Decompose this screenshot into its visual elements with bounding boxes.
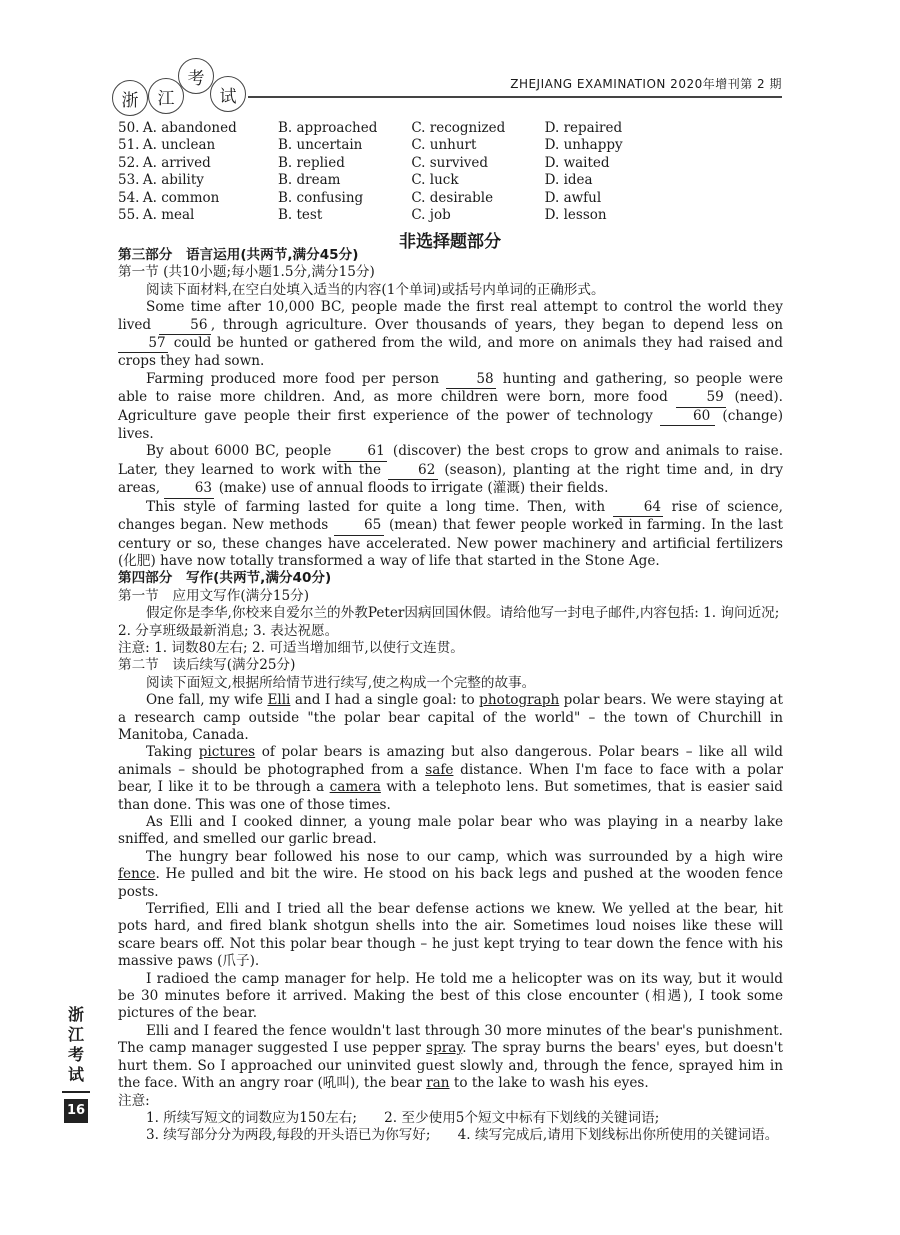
exam-content [118,247,783,1145]
passage-text: This style of farming lasted for quite a long time. Then, with [146,498,606,515]
question-number: 54. [118,189,140,206]
key-word: fence [118,866,156,883]
option-a: A. meal [142,207,195,224]
part4-section2: 第二节 读后续写(满分25分) [118,657,296,674]
story-paragraph: I radioed the camp manager for help. He told me a helicopter was on its way, but it would be 30 minutes before it arrived. Making the best of this close encounter (相遇), I took some pictures of the bear. [118,970,783,1022]
blank-63: 63 [164,480,214,498]
part4-section2-instructions: 阅读下面短文,根据所给情节进行续写,使之构成一个完整的故事。 [146,674,536,691]
side-tab [58,1005,94,1123]
part4-heading: 第四部分 写作(共两节,满分40分) [118,570,332,587]
option-c: C. unhurt [411,137,477,154]
story-text: distance. When I'm face to face with a polar bear, I like it to be through a [118,761,784,796]
option-b: B. confusing [278,189,364,206]
story-text: . The spray burns the bears' eyes, but doesn't hurt them. So I approached our uninvited guest slowly and, through the fence, sprayed him in the face. With an angry roar (吼叫), the bear [118,1040,784,1092]
key-word: Elli [267,692,291,709]
side-label: 浙江考试 [67,1005,84,1084]
magazine-logo [112,60,252,120]
passage-text: Farming produced more food per person [146,370,440,387]
story-text: . He pulled and bit the wire. He stood on his back legs and pushed at the wooden fence posts. [118,866,783,900]
question-number: 50. [118,120,140,136]
blank-64: 64 [613,499,663,517]
passage-text: Some time after 10,000 BC, people made the first real attempt to control the world they lived [118,299,783,333]
option-a: A. arrived [142,154,211,171]
option-b: B. dream [278,172,341,189]
section-title: 非选择题部分 [399,232,501,252]
key-word: ran [426,1075,450,1092]
story-text: polar bears. We were staying at a research camp outside "the polar bear capital of the world" – the town of Churchill in Manitoba, Canada. [118,692,784,743]
header-divider [248,96,782,98]
blank-65: 65 [334,517,384,535]
passage-paragraph [118,443,783,498]
key-word: pictures [198,744,256,761]
story-paragraph: As Elli and I cooked dinner, a young male polar bear who was playing in a nearby lake sniffed, and smelled our garlic bread. [118,814,783,848]
passage-text: (mean) that fewer people worked in farming. In the last century or so, these changes have accelerated. New power machinery and artificial fertilizers (化肥) have now totally transformed a way of life that started in the Stone Age. [118,517,783,569]
side-divider [62,1091,90,1093]
passage-text: hunting and gathering, so people were able to raise more children. And, as more children were born, more food [118,370,783,406]
option-c: C. desirable [411,189,494,206]
option-row [118,137,678,154]
part4-section1-note: 注意: 1. 词数80左右; 2. 可适当增加细节,以使行文连贯。 [118,639,464,656]
option-b: B. test [278,207,323,224]
passage-text: (change) lives. [118,407,784,443]
passage-text: By about 6000 BC, people [146,443,332,460]
part4-section1: 第一节 应用文写作(满分15分) [118,587,310,604]
story-text: Taking [146,744,193,761]
option-row [118,207,678,224]
part3-subheading: 第一节 (共10小题;每小题1.5分,满分15分) [118,264,375,281]
key-word: safe [425,761,454,778]
key-word: photograph [479,692,560,709]
option-row [118,172,678,189]
story-text: of polar bears is amazing but also dangerous. Polar bears – like all wild animals – should be photographed from a [118,744,783,778]
key-word: spray [426,1040,463,1057]
passage-paragraph [118,371,783,444]
story-text: and I had a single goal: to [294,692,475,709]
passage-text: (season), planting at the right time and, in dry areas, [118,461,784,497]
part3-heading: 第三部分 语言运用(共两节,满分45分) [118,247,359,263]
story-text: Elli and I feared the fence wouldn't last through 30 more minutes of the bear's punishment. The camp manager suggested I use pepper [118,1022,783,1057]
option-a: A. ability [142,172,204,189]
blank-62: 62 [388,462,438,480]
story-paragraph [118,1023,783,1093]
notes-line: 3. 续写部分分为两段,每段的开头语已为你写好; 4. 续写完成后,请用下划线标出你所使用的关键词语。 [146,1127,779,1144]
option-c: C. survived [411,154,489,171]
option-d: D. idea [544,172,593,189]
journal-title: ZHEJIANG EXAMINATION 2020年增刊第 2 期 [510,77,782,91]
story-text: The hungry bear followed his nose to our camp, which was surrounded by a high wire [146,848,783,865]
question-number: 55. [118,207,140,224]
blank-59: 59 [676,389,726,407]
story-paragraph: Terrified, Elli and I tried all the bear defense actions we knew. We yelled at the bear, hit pots hard, and fired blank shotgun shells into the air. Sometimes loud noises like these will scare bears off. Not this polar bear though – he just kept trying to tear down the fence with his massive paws (爪子). [118,901,783,970]
blank-57: 57 [118,335,168,353]
passage-paragraph [118,499,783,571]
option-c: C. job [411,207,451,224]
part3-instructions: 阅读下面材料,在空白处填入适当的内容(1个单词)或括号内单词的正确形式。 [146,281,605,298]
passage-paragraph [118,299,783,371]
option-b: B. approached [278,120,378,136]
option-b: B. uncertain [278,137,363,154]
option-d: D. waited [544,154,610,171]
page-number: 16 [64,1099,88,1123]
logo-char: 试 [210,76,246,112]
story-text: to the lake to wash his eyes. [453,1075,649,1092]
option-a: A. common [142,189,220,206]
question-number: 52. [118,154,140,171]
option-d: D. lesson [544,207,607,224]
option-row [118,120,678,137]
blank-58: 58 [446,371,496,389]
option-c: C. recognized [411,120,506,136]
passage-text: could be hunted or gathered from the wild, and more on animals they had raised and crops they had sown. [118,335,783,370]
part4-section1-task: 假定你是李华,你校来自爱尔兰的外教Peter因病回国休假。请给他写一封电子邮件,内容包括: 1. 询问近况; 2. 分享班级最新消息; 3. 表达祝愿。 [118,605,780,639]
option-d: D. repaired [544,120,623,136]
key-word: camera [329,779,381,796]
logo-char: 考 [178,58,214,94]
passage-text: (make) use of annual floods to irrigate (灌溉) their fields. [218,480,609,497]
story-text: with a telephoto lens. But sometimes, that is easier said than done. This was one of those times. [118,779,783,813]
option-c: C. luck [411,172,459,189]
passage-text: (need). Agriculture gave people their first experience of the power of technology [118,389,783,424]
option-a: A. unclean [142,137,216,154]
blank-60: 60 [660,408,715,426]
logo-char: 江 [148,78,184,114]
answer-options [118,120,678,224]
option-row [118,155,678,172]
passage-text: , through agriculture. Over thousands of years, they began to depend less on [210,316,783,333]
option-b: B. replied [278,154,345,171]
story-paragraph [118,692,783,744]
story-paragraph [118,744,783,814]
question-number: 53. [118,172,140,189]
question-number: 51. [118,137,140,154]
passage-text: rise of science, changes began. New methods [118,498,784,534]
option-row [118,190,678,207]
option-d: D. unhappy [544,137,623,154]
blank-61: 61 [337,443,387,461]
logo-char: 浙 [112,80,148,116]
notes-line: 1. 所续写短文的词数应为150左右; 2. 至少使用5个短文中标有下划线的关键词语; [146,1109,660,1126]
option-d: D. awful [544,189,602,206]
notes-label: 注意: [118,1092,150,1109]
passage-text: (discover) the best crops to grow and animals to raise. Later, they learned to work with the [118,443,784,478]
blank-56: 56 [159,317,211,335]
story-paragraph [118,849,783,901]
story-text: One fall, my wife [146,692,263,709]
option-a: A. abandoned [142,120,237,136]
